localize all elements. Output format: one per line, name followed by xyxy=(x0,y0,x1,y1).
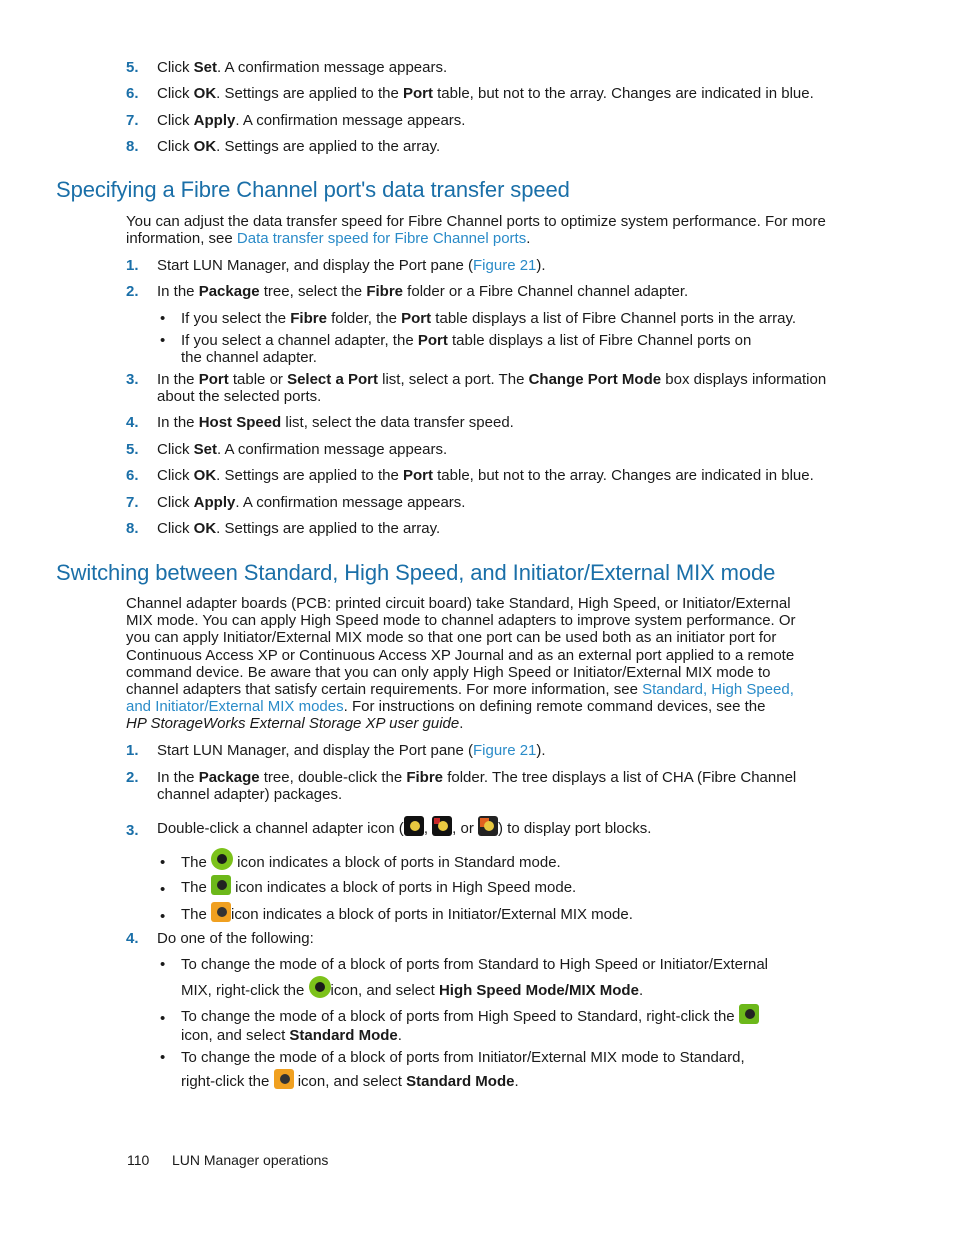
bullet: • xyxy=(160,956,166,973)
step-text: Click OK. Settings are applied to the Port table, but not to the array. Changes are indicated in blue. xyxy=(157,467,814,484)
standard-block-icon xyxy=(211,848,233,870)
link-figure-21[interactable]: Figure 21 xyxy=(473,257,537,274)
step-number: 1. xyxy=(126,257,139,274)
step-number: 2. xyxy=(126,769,139,786)
highspeed-block-icon xyxy=(211,875,231,895)
step-text: Click OK. Settings are applied to the Port table, but not to the array. Changes are indicated in blue. xyxy=(157,85,814,102)
bullet-text: The icon indicates a block of ports in High Speed mode. xyxy=(181,875,576,901)
mix-block-icon xyxy=(211,902,231,922)
bullet: • xyxy=(160,881,166,898)
bullet-text: MIX, right-click the icon, and select High Speed Mode/MIX Mode. xyxy=(181,976,643,1004)
adapter-mix-icon xyxy=(478,816,498,836)
step-number: 2. xyxy=(126,283,139,300)
bullet-text: To change the mode of a block of ports from High Speed to Standard, right-click the xyxy=(181,1004,759,1030)
step-number: 7. xyxy=(126,494,139,511)
bullet-text: The icon indicates a block of ports in Standard mode. xyxy=(181,848,561,876)
step-number: 4. xyxy=(126,414,139,431)
step-number: 8. xyxy=(126,138,139,155)
footer-title: LUN Manager operations xyxy=(172,1152,329,1168)
bullet: • xyxy=(160,332,166,349)
bullet-text: If you select the Fibre folder, the Port table displays a list of Fibre Channel ports in the array. xyxy=(181,310,797,327)
bullet-text: The icon indicates a block of ports in Initiator/External MIX mode. xyxy=(181,902,633,928)
step-text: In the Host Speed list, select the data transfer speed. xyxy=(157,414,514,431)
mode-paragraph: Channel adapter boards (PCB: printed circuit board) take Standard, High Speed, or Initiator/External MIX mode. You can apply High Speed mode to channel adapters to improve system performance. Or you can apply Initiator/External MIX mode so that one port can be used both as an initiator port for Continuous Access XP or Continuous Access XP Journal and as an external port applied to a remote command device. Be aware that you can only apply High Speed or Initiator/External MIX mode to channel adapters that satisfy certain requirements. For more information, see Standard, High Speed, and Initiator/External MIX modes. For instructions on defining remote command devices, see the HP StorageWorks External Storage XP user guide. xyxy=(126,595,796,733)
mix-block-icon xyxy=(274,1069,294,1089)
step-number: 4. xyxy=(126,930,139,947)
standard-block-icon xyxy=(309,976,331,998)
step-text: Click OK. Settings are applied to the array. xyxy=(157,520,441,537)
step-number: 1. xyxy=(126,742,139,759)
highspeed-block-icon xyxy=(739,1004,759,1024)
step-number: 5. xyxy=(126,59,139,76)
step-text: In the Package tree, select the Fibre folder or a Fibre Channel channel adapter. xyxy=(157,283,689,300)
bullet: • xyxy=(160,310,166,327)
section-heading: Specifying a Fibre Channel port's data transfer speed xyxy=(56,177,570,202)
step-text: Click OK. Settings are applied to the array. xyxy=(157,138,441,155)
bullet-text: right-click the icon, and select Standard Mode. xyxy=(181,1069,519,1095)
link-data-transfer-speed[interactable]: Data transfer speed for Fibre Channel ports xyxy=(236,230,527,248)
step-number: 6. xyxy=(126,467,139,484)
step-number: 6. xyxy=(126,85,139,102)
step-text: Click Apply. A confirmation message appears. xyxy=(157,494,466,511)
link-standard-high-speed[interactable]: Standard, High Speed, xyxy=(642,681,794,699)
step-number: 7. xyxy=(126,112,139,129)
step-number: 5. xyxy=(126,441,139,458)
bullet: • xyxy=(160,854,166,871)
section-heading: Switching between Standard, High Speed, and Initiator/External MIX mode xyxy=(56,560,776,585)
step-number: 3. xyxy=(126,822,139,839)
bullet-text: If you select a channel adapter, the Port table displays a list of Fibre Channel ports on the channel adapter. xyxy=(181,332,752,367)
link-figure-21[interactable]: Figure 21 xyxy=(473,742,537,759)
bullet-text: To change the mode of a block of ports from Standard to High Speed or Initiator/External xyxy=(181,956,768,973)
step-text: Click Apply. A confirmation message appears. xyxy=(157,112,466,129)
step-text: Double-click a channel adapter icon ( , , or ) to display port blocks. xyxy=(157,816,651,842)
step-text: Do one of the following: xyxy=(157,930,314,947)
bullet-text: icon, and select Standard Mode. xyxy=(181,1027,402,1044)
intro-paragraph: You can adjust the data transfer speed for Fibre Channel ports to optimize system performance. For more information, see Data transfer speed for Fibre Channel ports. xyxy=(126,213,826,248)
bullet: • xyxy=(160,1049,166,1066)
step-text: In the Port table or Select a Port list, select a port. The Change Port Mode box displays information about the selected ports. xyxy=(157,371,827,406)
adapter-highspeed-icon xyxy=(432,816,452,836)
step-text: Start LUN Manager, and display the Port pane (Figure 21). xyxy=(157,742,546,759)
page-number: 110 xyxy=(127,1152,150,1168)
bullet-text: To change the mode of a block of ports from Initiator/External MIX mode to Standard, xyxy=(181,1049,745,1066)
step-text: Click Set. A confirmation message appears. xyxy=(157,59,448,76)
step-number: 8. xyxy=(126,520,139,537)
step-text: Start LUN Manager, and display the Port pane (Figure 21). xyxy=(157,257,546,274)
bullet: • xyxy=(160,908,166,925)
step-text: Click Set. A confirmation message appears. xyxy=(157,441,448,458)
step-text: In the Package tree, double-click the Fibre folder. The tree displays a list of CHA (Fibre Channel channel adapter) packages. xyxy=(157,769,797,804)
adapter-standard-icon xyxy=(404,816,424,836)
step-number: 3. xyxy=(126,371,139,388)
bullet: • xyxy=(160,1010,166,1027)
link-mix-modes[interactable]: and Initiator/External MIX modes xyxy=(126,698,344,716)
